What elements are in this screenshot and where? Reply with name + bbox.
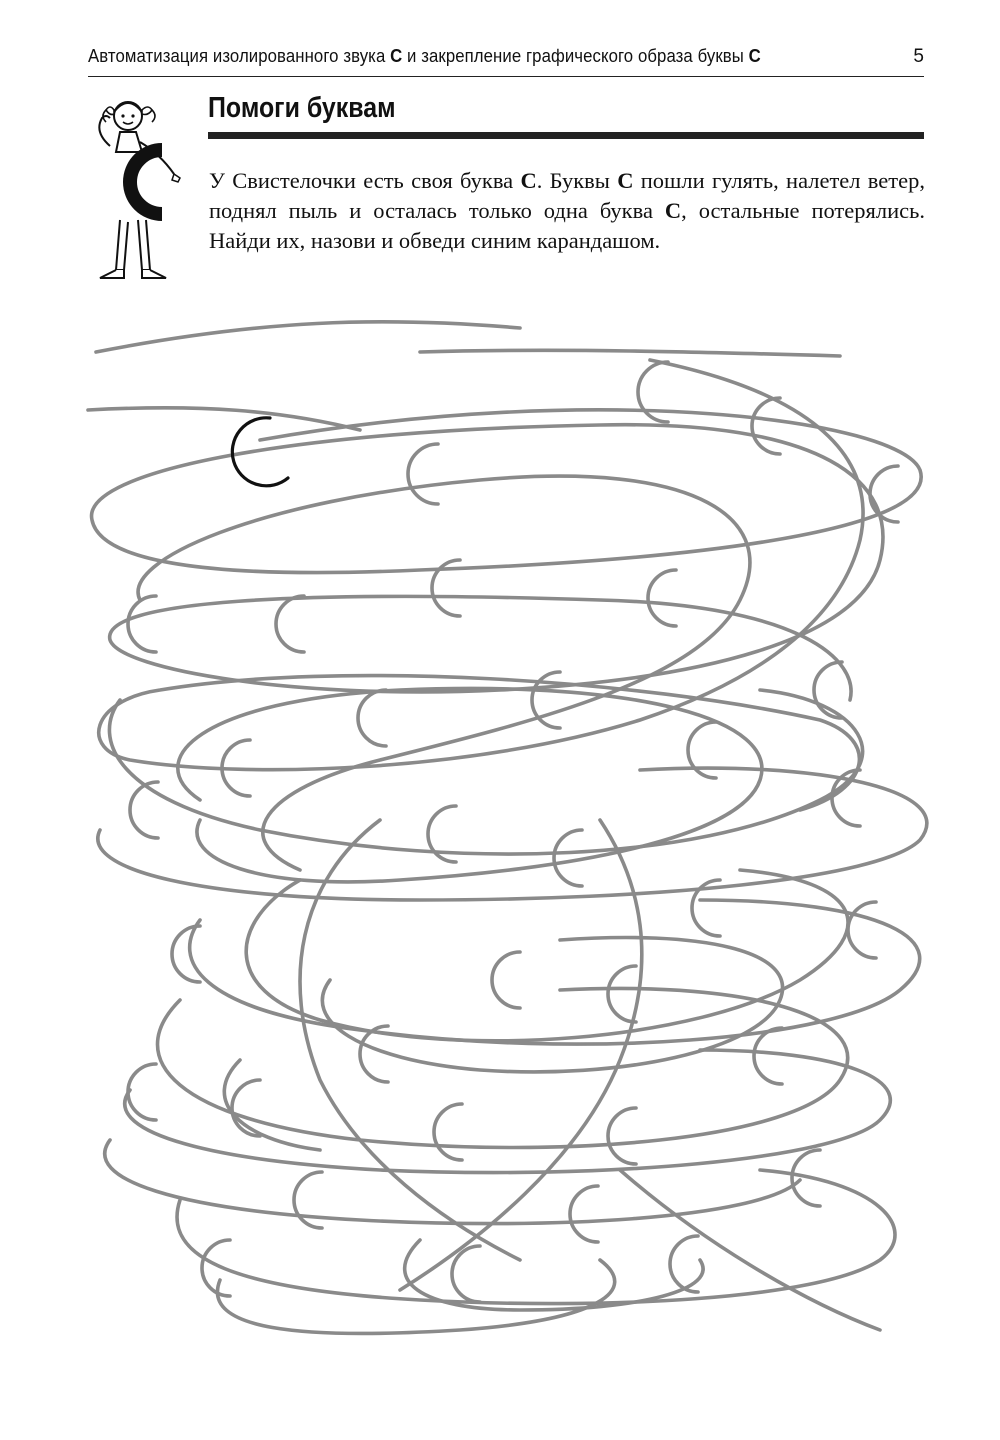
girl-letter-s-icon [80,92,200,292]
header-title-letter: С [390,46,403,66]
instructions-letter: С [617,168,634,193]
wind-lines [88,322,927,1334]
page-number: 5 [913,46,924,67]
section-title: Помоги буквам [208,92,396,124]
running-header [88,44,924,77]
instructions-text: У Свистелочки есть своя буква [209,168,521,193]
instructions-text: . Буквы [536,168,618,193]
header-title-text: и закрепление графического образа буквы [402,46,749,66]
instructions-text: пошли гулять, налетел ветер, поднял пыль и осталась только одна буква [209,168,925,223]
scribble-puzzle [0,320,1000,1400]
header-title [88,46,761,67]
instructions-text: , остальные потерялись. Найди их, назови и обведи синим карандашом. [209,198,925,253]
header-title-letter: С [748,46,761,66]
instructions-letter: С [664,198,682,223]
instructions-paragraph [209,166,925,256]
section-rule [208,132,924,139]
header-title-text: Автоматизация изолированного звука [88,46,391,66]
hidden-letters [128,362,898,1302]
instructions-letter: С [520,168,537,193]
